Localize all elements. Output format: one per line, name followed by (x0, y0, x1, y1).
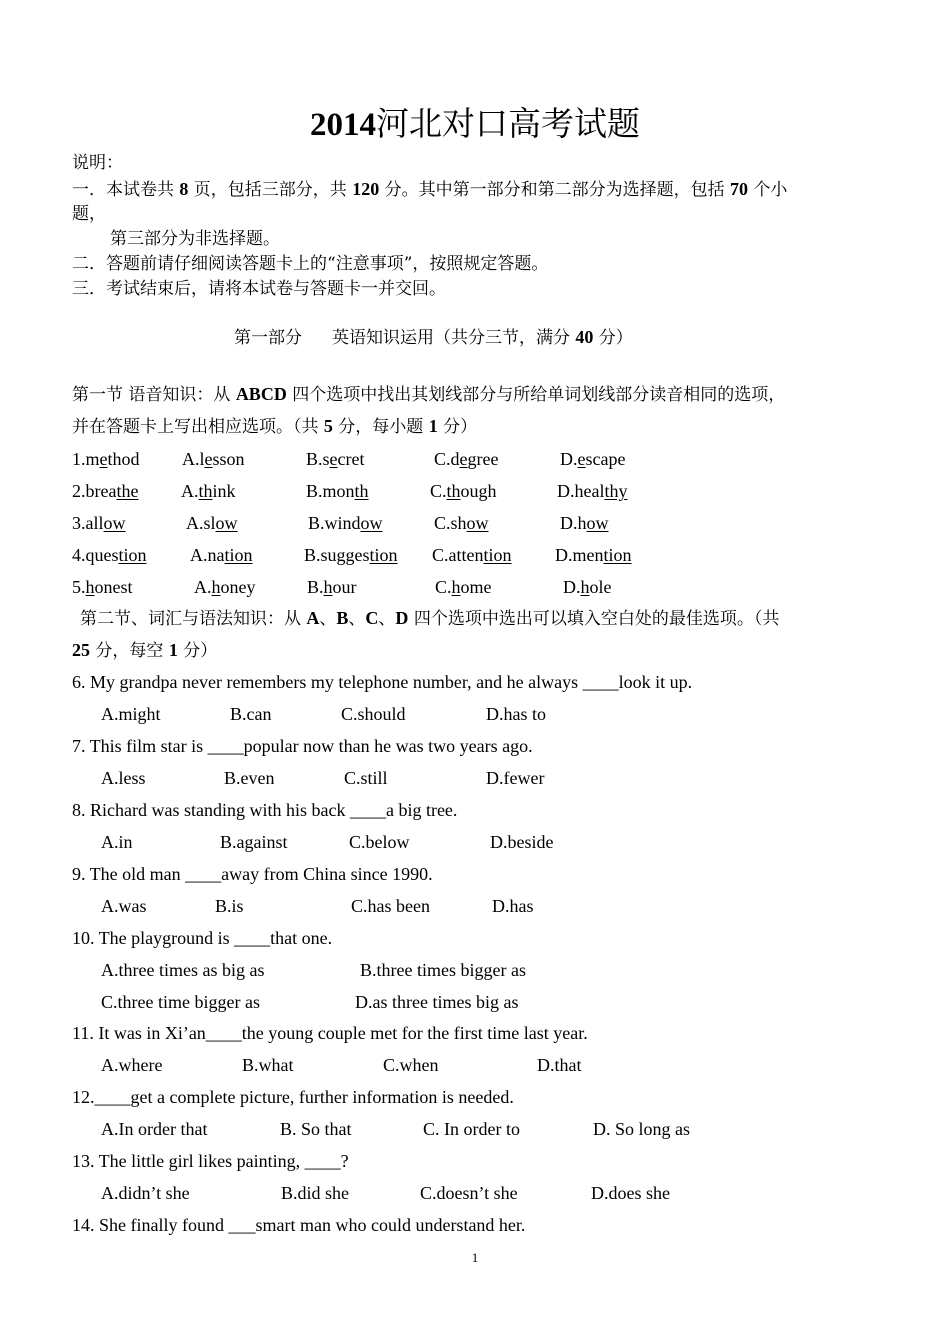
phonetics-word: 4.question (72, 545, 147, 565)
phonetics-option-d: D.escape (560, 449, 626, 469)
phonetics-option-c: C.show (434, 513, 489, 533)
phonetics-word: 5.honest (72, 577, 133, 597)
q7-option-b: B.even (224, 768, 275, 788)
phonetics-option-b: B.secret (306, 449, 365, 469)
q9-option-d: D.has (492, 896, 534, 916)
title-year: 2014 (310, 107, 376, 143)
question-11: 11. It was in Xi’an____the young couple met for the first time last year. (72, 1023, 588, 1043)
question-6: 6. My grandpa never remembers my telephone number, and he always ____look it up. (72, 672, 693, 692)
q13-option-b: B.did she (281, 1183, 350, 1203)
q9-option-b: B.is (215, 896, 244, 916)
q11-option-c: C.when (383, 1055, 439, 1075)
q8-option-d: D.beside (490, 832, 554, 852)
phonetics-option-b: B.suggestion (304, 545, 398, 565)
notes-line-5: 三．考试结束后，请将本试卷与答题卡一并交回。 (72, 279, 446, 299)
q12-option-c: C. In order to (423, 1119, 520, 1139)
question-12: 12.____get a complete picture, further information is needed. (72, 1087, 514, 1107)
q9-option-a: A.was (101, 896, 147, 916)
phonetics-word: 3.allow (72, 513, 126, 533)
q8-option-b: B.against (220, 832, 288, 852)
phonetics-option-a: A.honey (194, 577, 256, 597)
phonetics-option-b: B.window (308, 513, 383, 533)
notes-line-1: 一．本试卷共 8 页，包括三部分，共 120 分。其中第一部分和第二部分为选择题，包括 70 个小 (72, 179, 788, 200)
q7-option-a: A.less (101, 768, 146, 788)
phonetics-option-c: C.attention (432, 545, 512, 565)
q12-option-d: D. So long as (593, 1119, 691, 1139)
section-two-instruction: 第二节、词汇与语法知识：从 A、B、C、D 四个选项中选出可以填入空白处的最佳选项。（共 (80, 608, 780, 629)
q13-option-d: D.does she (591, 1183, 670, 1203)
title-text: 河北对口高考试题 (376, 104, 640, 143)
q7-option-c: C.still (344, 768, 388, 788)
phonetics-word: 1.method (72, 449, 140, 469)
q10-option-d: D.as three times big as (355, 992, 519, 1012)
phonetics-option-d: D.mention (555, 545, 632, 565)
phonetics-option-d: D.hole (563, 577, 612, 597)
q6-option-c: C.should (341, 704, 406, 724)
notes-heading: 说明： (72, 153, 123, 173)
phonetics-option-a: A.nation (190, 545, 253, 565)
question-9: 9. The old man ____away from China since 1990. (72, 864, 433, 884)
section-one-instruction-2: 并在答题卡上写出相应选项。（共 5 分，每小题 1 分） (72, 416, 478, 437)
q6-option-b: B.can (230, 704, 272, 724)
section-two-instruction-2: 25 分，每空 1 分） (72, 640, 218, 661)
question-10: 10. The playground is ____that one. (72, 928, 333, 948)
notes-line-4: 二．答题前请仔细阅读答题卡上的“注意事项”，按照规定答题。 (72, 254, 549, 274)
phonetics-option-a: A.lesson (182, 449, 245, 469)
q8-option-c: C.below (349, 832, 410, 852)
phonetics-option-a: A.slow (186, 513, 238, 533)
q13-option-a: A.didn’t she (101, 1183, 190, 1203)
phonetics-option-b: B.month (306, 481, 369, 501)
question-8: 8. Richard was standing with his back ____a big tree. (72, 800, 458, 820)
notes-line-2: 题， (72, 204, 106, 224)
phonetics-option-b: B.hour (307, 577, 357, 597)
q11-option-d: D.that (537, 1055, 582, 1075)
phonetics-option-c: C.though (430, 481, 497, 501)
question-7: 7. This film star is ____popular now than he was two years ago. (72, 736, 533, 756)
phonetics-option-c: C.degree (434, 449, 499, 469)
q10-option-c: C.three time bigger as (101, 992, 260, 1012)
q6-option-d: D.has to (486, 704, 546, 724)
q12-option-a: A.In order that (101, 1119, 208, 1139)
q7-option-d: D.fewer (486, 768, 545, 788)
phonetics-option-d: D.how (560, 513, 609, 533)
page-number: 1 (471, 1250, 479, 1265)
q6-option-a: A.might (101, 704, 161, 724)
exam-title (0, 98, 950, 145)
phonetics-option-c: C.home (435, 577, 492, 597)
q9-option-c: C.has been (351, 896, 430, 916)
phonetics-word: 2.breathe (72, 481, 139, 501)
q11-option-a: A.where (101, 1055, 163, 1075)
phonetics-option-d: D.healthy (557, 481, 628, 501)
q11-option-b: B.what (242, 1055, 294, 1075)
part-one-heading: 第一部分 英语知识运用（共分三节，满分 40 分） (234, 327, 633, 348)
q10-option-b: B.three times bigger as (360, 960, 526, 980)
q12-option-b: B. So that (280, 1119, 352, 1139)
section-one-instruction: 第一节 语音知识：从 ABCD 四个选项中找出其划线部分与所给单词划线部分读音相同的选项， (72, 384, 786, 405)
phonetics-option-a: A.think (181, 481, 236, 501)
question-13: 13. The little girl likes painting, ____? (72, 1151, 349, 1171)
q10-option-a: A.three times as big as (101, 960, 265, 980)
q8-option-a: A.in (101, 832, 133, 852)
question-14: 14. She finally found ___smart man who could understand her. (72, 1215, 526, 1235)
q13-option-c: C.doesn’t she (420, 1183, 518, 1203)
notes-line-3: 第三部分为非选择题。 (110, 229, 280, 249)
